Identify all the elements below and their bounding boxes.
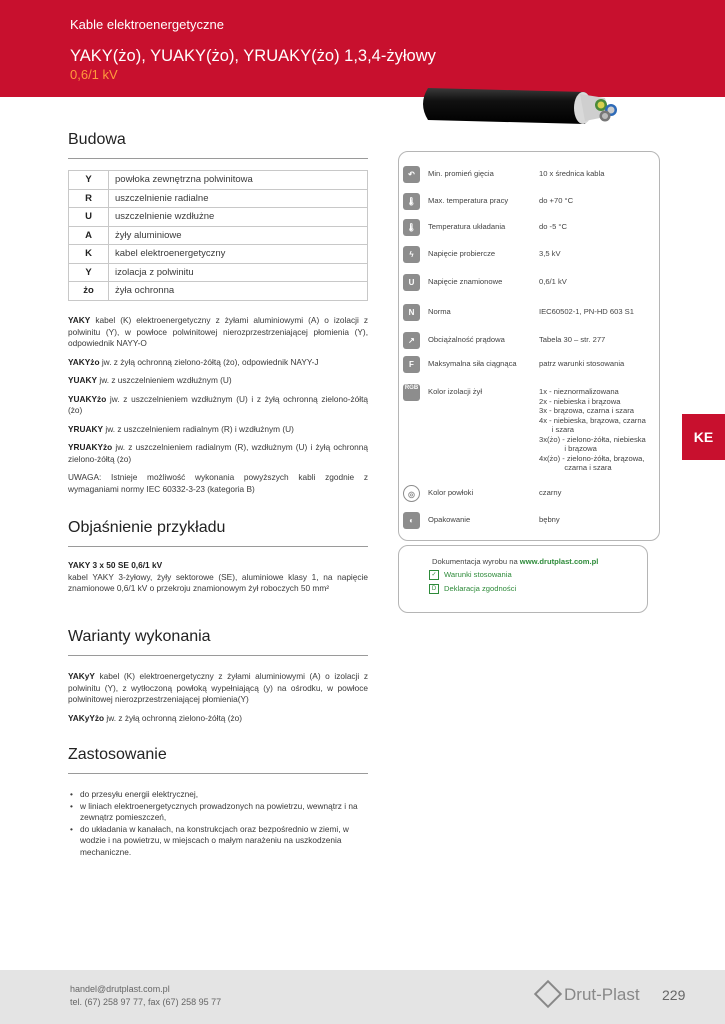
brand-logo: Drut-Plast — [538, 985, 640, 1005]
spec-value: bębny — [539, 515, 560, 524]
color-option: czarna i szara — [539, 463, 612, 472]
budowa-description — [68, 315, 368, 502]
table-row — [69, 171, 368, 190]
link-warunki-stosowania[interactable]: ✓ Warunki stosowania — [429, 570, 512, 580]
paragraph-yakyyzo: YAKyYżo jw. z żyłą ochronną zielono-żółtą (żo) — [68, 712, 243, 723]
designation-code: żo — [69, 282, 109, 301]
example-code: YAKY 3 x 50 SE 0,6/1 kV — [68, 560, 163, 570]
website-link[interactable]: www.drutplast.com.pl — [519, 557, 599, 566]
section-heading-budowa: Budowa — [68, 131, 368, 159]
spec-value: patrz warunki stosowania — [539, 359, 625, 368]
bend-radius-icon: ↶ — [403, 166, 420, 183]
logo-icon — [534, 980, 562, 1008]
spec-value: IEC60502-1, PN-HD 603 S1 — [539, 307, 634, 316]
designation-meaning: uszczelnienie radialne — [109, 189, 368, 208]
example-text: kabel YAKY 3-żyłowy, żyły sektorowe (SE), aluminiowe klasy 1, na napięcie znamionowe 0,6/1 kV o przekroju znamionowym żył roboczych 50 mm² — [68, 571, 368, 593]
spec-label: Napięcie probiercze — [428, 249, 496, 258]
spec-value: 10 x średnica kabla — [539, 169, 605, 178]
page-number: 229 — [662, 987, 686, 1003]
color-option: 2x - niebieska i brązowa — [539, 396, 621, 406]
color-option: i brązowa — [539, 444, 597, 453]
section-tab-ke: KE — [682, 414, 725, 460]
spec-label: Kolor powłoki — [428, 488, 474, 497]
spec-value: czarny — [539, 488, 562, 497]
spec-label: Kolor izolacji żył — [428, 387, 483, 396]
designation-meaning: izolacja z polwinitu — [109, 263, 368, 282]
page-footer — [0, 970, 725, 1024]
section-heading-usage: Zastosowanie — [68, 746, 368, 774]
category-label: Kable elektroenergetyczne — [70, 17, 224, 32]
sheath-color-icon: ◎ — [403, 485, 420, 502]
contact-phone: tel. (67) 258 97 77, fax (67) 258 95 77 — [70, 997, 222, 1007]
designation-code: R — [69, 189, 109, 208]
spec-label: Maksymalna siła ciągnąca — [428, 359, 517, 368]
spec-value: do +70 °C — [539, 196, 574, 205]
current-load-icon: ↗ — [403, 332, 420, 349]
documentation-box — [398, 545, 648, 613]
paragraph-yakyy: YAKyY kabel (K) elektroenergetyczny z żyłami aluminiowymi (A) o izolacji z polwinitu (Y), z wytłoczoną powłoką wypełniającą (y) na ośrodku, w powłoce polwinitowej nierozprzestrzeniającej płomienia(Y) — [68, 671, 368, 704]
designation-code: A — [69, 226, 109, 245]
paragraph-yruaky: YRUAKY jw. z uszczelnieniem radialnym (R) i wzdłużnym (U) — [68, 423, 294, 434]
color-option: 1x - nieznormalizowana — [539, 387, 619, 396]
spec-value: 0,6/1 kV — [539, 277, 567, 286]
color-option: i szara — [539, 425, 575, 434]
spec-label: Max. temperatura pracy — [428, 196, 509, 205]
spec-value: Tabela 30 – str. 277 — [539, 335, 606, 344]
color-option: 3x - brązowa, czarna i szara — [539, 406, 634, 415]
spec-label: Obciążalność prądowa — [428, 335, 505, 344]
usage-list — [70, 789, 370, 858]
paragraph-yakyzo: YAKYżo jw. z żyłą ochronną zielono-żółtą (żo), odpowiednik NAYY-J — [68, 356, 319, 367]
spec-value — [539, 387, 659, 473]
force-icon: F — [403, 356, 420, 373]
table-row — [69, 226, 368, 245]
variants-block — [68, 671, 368, 731]
cable-image — [380, 76, 630, 138]
list-item: • do przesyłu energii elektrycznej, — [70, 789, 370, 801]
color-option: 4x - niebieska, brązowa, czarna — [539, 415, 646, 425]
table-row — [69, 189, 368, 208]
table-row — [69, 245, 368, 264]
drum-icon: ◐ — [403, 512, 420, 529]
designation-meaning: żyła ochronna — [109, 282, 368, 301]
table-row — [69, 263, 368, 282]
designation-code: U — [69, 208, 109, 227]
list-item: • do układania w kanałach, na konstrukcjach oraz bezpośrednio w ziemi, w wodzie i na powietrzu, w miejscach o małym narażeniu na uszkodzenia mechaniczne. — [70, 824, 370, 859]
section-heading-variants: Warianty wykonania — [68, 628, 368, 656]
designation-meaning: żyły aluminiowe — [109, 226, 368, 245]
designation-meaning: powłoka zewnętrzna polwinitowa — [109, 171, 368, 190]
paragraph-yuakyzo: YUAKYżo jw. z uszczelnieniem wzdłużnym (U) i z żyłą ochronną zielono-żółtą (żo) — [68, 393, 368, 415]
spec-label: Napięcie znamionowe — [428, 277, 503, 286]
spec-label: Opakowanie — [428, 515, 471, 524]
documentation-intro: Dokumentacja wyrobu na www.drutplast.com.pl — [432, 557, 599, 566]
designation-code: Y — [69, 263, 109, 282]
note: UWAGA: Istnieje możliwość wykonania powyższych kabli zgodnie z wymaganiami normy IEC 60332-3-23 (kategoria B) — [68, 472, 368, 494]
designation-code: Y — [69, 171, 109, 190]
spec-label: Norma — [428, 307, 451, 316]
thermometer-icon: 🌡 — [403, 219, 420, 236]
product-voltage: 0,6/1 kV — [70, 67, 118, 82]
designation-meaning: kabel elektroenergetyczny — [109, 245, 368, 264]
example-block — [68, 560, 368, 602]
color-option: 4x(żo) - zielono-żółta, brązowa, — [539, 453, 645, 463]
paragraph-yaky: YAKY kabel (K) elektroenergetyczny z żyłami aluminiowymi (A) o izolacji z polwinitu (Y), w powłoce polwinitowej nierozprzestrzeniającej płomienia (Y), odpowiednik NAYY-O — [68, 315, 368, 348]
product-title: YAKY(żo), YUAKY(żo), YRUAKY(żo) 1,3,4-żyłowy — [70, 47, 436, 65]
table-row — [69, 282, 368, 301]
table-row — [69, 208, 368, 227]
link-deklaracja-zgodnosci[interactable]: D Deklaracja zgodności — [429, 584, 516, 594]
spec-label: Temperatura układania — [428, 222, 506, 231]
spec-value: 3,5 kV — [539, 249, 561, 258]
thermometer-icon: 🌡 — [403, 193, 420, 210]
spec-value: do -5 °C — [539, 222, 567, 231]
spec-panel — [398, 151, 660, 541]
norm-icon: N — [403, 304, 420, 321]
list-item: • w liniach elektroenergetycznych prowadzonych na powietrzu, wewnątrz i na zewnątrz pomieszczeń, — [70, 801, 370, 824]
lightning-icon: ϟ — [403, 246, 420, 263]
voltage-icon: U — [403, 274, 420, 291]
designation-meaning: uszczelnienie wzdłużne — [109, 208, 368, 227]
paragraph-yuaky: YUAKY jw. z uszczelnieniem wzdłużnym (U) — [68, 375, 232, 385]
contact-info — [70, 983, 221, 1009]
document-icon: D — [429, 584, 439, 594]
designation-code: K — [69, 245, 109, 264]
section-heading-example: Objaśnienie przykładu — [68, 519, 368, 547]
paragraph-yruakyzo: YRUAKYżo jw. z uszczelnieniem radialnym (R), wzdłużnym (U) i żyłą ochronną zielono-żółtą (żo) — [68, 442, 368, 464]
checklist-icon: ✓ — [429, 570, 439, 580]
rgb-icon: RGB — [403, 384, 420, 401]
spec-label: Min. promień gięcia — [428, 169, 494, 178]
designation-table — [68, 170, 368, 301]
contact-email[interactable]: handel@drutplast.com.pl — [70, 984, 170, 994]
color-option: 3x(żo) - zielono-żółta, niebieska — [539, 434, 646, 444]
